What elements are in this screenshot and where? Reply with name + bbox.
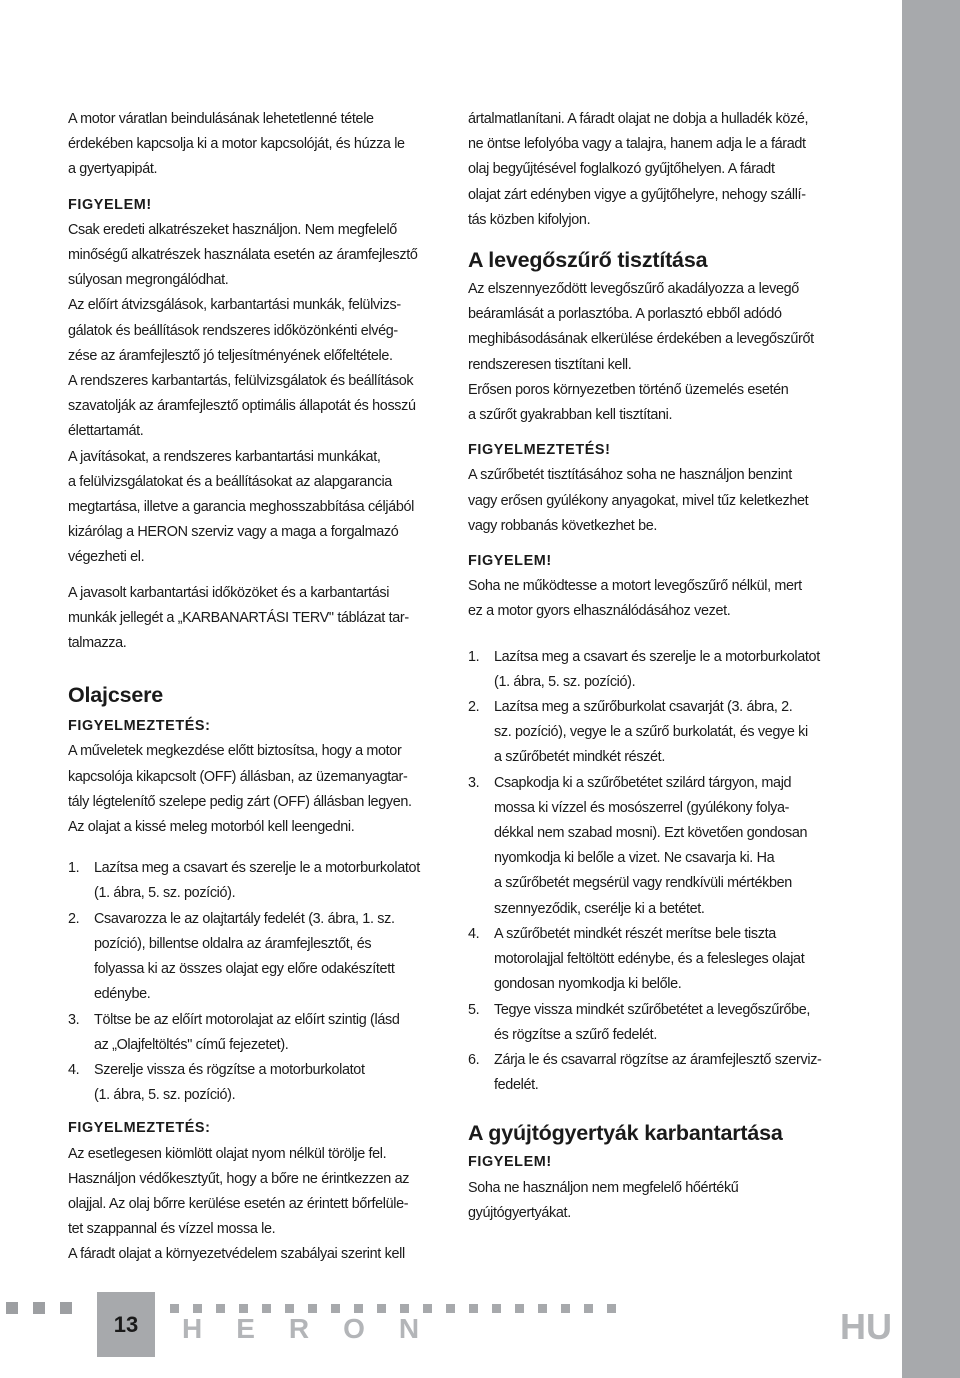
text-line: Lazítsa meg a csavart és szerelje le a motorburkolatot xyxy=(94,860,420,877)
page-number-box xyxy=(97,1292,155,1357)
text-line: tás közben kifolyjon. xyxy=(468,211,591,228)
text-line: zése az áramfejlesztő jó teljesítményének előfeltétele. xyxy=(68,347,393,364)
text-line: ártalmatlanítani. A fáradt olajat ne dobja a hulladék közé, xyxy=(468,111,809,127)
text-line: Csavarozza le az olajtartály fedelét (3. ábra, 1. sz. xyxy=(94,910,395,927)
step-text xyxy=(494,1048,846,1098)
decorative-square xyxy=(423,1304,432,1313)
step-text xyxy=(94,907,446,1008)
section-heading-olajcsere: Olajcsere xyxy=(68,683,164,708)
list-item xyxy=(68,907,446,1008)
decorative-square xyxy=(538,1304,547,1313)
decorative-square xyxy=(377,1304,386,1313)
left-column xyxy=(68,107,446,1268)
text-line: minőségű alkatrészek használata esetén az áramfejlesztő xyxy=(68,247,418,264)
text-line: Soha ne használjon nem megfelelő hőértékű xyxy=(468,1179,739,1196)
text-line: gondosan nyomkodja ki belőle. xyxy=(494,976,682,993)
text-line: Csapkodja ki a szűrőbetétet szilárd tárgyon, majd xyxy=(494,774,792,791)
decorative-square xyxy=(469,1304,478,1313)
text-line: A fáradt olajat a környezetvédelem szabályai szerint kell xyxy=(68,1246,405,1263)
list-item xyxy=(468,922,846,998)
decorative-square xyxy=(308,1304,317,1313)
paragraph xyxy=(468,574,846,624)
text-line: végezheti el. xyxy=(68,549,145,566)
text-line: A szűrőbetét mindkét részét merítse bele tiszta xyxy=(494,925,776,942)
side-bar xyxy=(902,0,960,1378)
text-line: A rendszeres karbantartás, felülvizsgálatok és beállítások xyxy=(68,373,414,390)
text-line: a felülvizsgálatokat és a beállításokat az alapgarancia xyxy=(68,473,392,490)
paragraph xyxy=(468,1176,846,1226)
text-line: szennyeződik, cserélje ki a betétet. xyxy=(494,900,705,917)
decorative-square xyxy=(331,1304,340,1313)
step-number: 1. xyxy=(68,860,80,877)
text-line: szavatolják az áramfejlesztő optimális állapotát és hosszú xyxy=(68,398,416,415)
text-line: Az elszennyeződött levegőszűrő akadályozza a levegő xyxy=(468,281,799,298)
step-number: 3. xyxy=(68,1011,80,1028)
text-line: (1. ábra, 5. sz. pozíció). xyxy=(494,673,636,690)
text-line: Az esetlegesen kiömlött olajat nyom nélkül törölje fel. xyxy=(68,1145,387,1162)
warning-heading: FIGYELEM! xyxy=(468,553,552,570)
warning-heading: FIGYELEM! xyxy=(468,1154,552,1171)
text-line: súlyosan megrongálódhat. xyxy=(68,272,229,289)
decorative-square xyxy=(285,1304,294,1313)
text-line: Tegye vissza mindkét szűrőbetétet a levegőszűrőbe, xyxy=(494,1001,811,1018)
decorative-square xyxy=(216,1304,225,1313)
text-line: a szűrőbetét mindkét részét. xyxy=(494,749,665,766)
text-line: talmazza. xyxy=(68,635,127,652)
steps-list xyxy=(468,645,846,1099)
list-item xyxy=(468,645,846,695)
text-line: munkák jellegét a „KARBANARTÁSI TERV" táblázat tar- xyxy=(68,609,409,626)
step-text xyxy=(494,771,846,922)
step-text xyxy=(494,922,846,998)
right-column xyxy=(468,107,846,1226)
text-line: a szűrőt gyakrabban kell tisztítani. xyxy=(468,407,673,424)
text-line: Az olajat a kissé meleg motorból kell leengedni. xyxy=(68,819,355,836)
paragraph xyxy=(468,463,846,539)
text-line: beáramlását a porlasztóba. A porlasztó ebből adódó xyxy=(468,306,782,323)
text-line: kapcsolója kikapcsolt (OFF) állásban, az üzemanyagtar- xyxy=(68,768,408,785)
paragraph xyxy=(468,107,846,233)
decorative-square xyxy=(60,1302,72,1314)
step-number: 5. xyxy=(468,1001,480,1018)
decorative-square xyxy=(561,1304,570,1313)
list-item xyxy=(468,695,846,771)
text-line: A szűrőbetét tisztításához soha ne használjon benzint xyxy=(468,467,792,484)
text-line: dékkal nem szabad mosni). Ezt követően gondosan xyxy=(494,825,808,842)
text-line: Lazítsa meg a csavart és szerelje le a motorburkolatot xyxy=(494,648,820,665)
text-line: mossa ki vízzel és mosószerrel (gyúlékony folya- xyxy=(494,799,790,816)
text-line: fedelét. xyxy=(494,1077,539,1094)
step-text xyxy=(94,1008,446,1058)
step-number: 2. xyxy=(468,699,480,716)
paragraph xyxy=(468,277,846,428)
text-line: gyújtógyertyákat. xyxy=(468,1204,571,1221)
page-number: 13 xyxy=(113,1312,139,1337)
list-item xyxy=(468,998,846,1048)
list-item xyxy=(468,771,846,922)
decorative-square xyxy=(492,1304,501,1313)
text-line: olajjal. Az olaj bőrre kerülése esetén az érintett bőrfelüle- xyxy=(68,1195,409,1212)
steps-list xyxy=(68,856,446,1108)
text-line: nyomkodja ki belőle a vizet. Ne csavarja ki. Ha xyxy=(494,850,775,867)
text-line: Erősen poros környezetben történő üzemelés esetén xyxy=(468,381,789,398)
step-number: 4. xyxy=(68,1061,80,1078)
text-line: A javításokat, a rendszeres karbantartási munkákat, xyxy=(68,448,381,465)
step-text xyxy=(94,1058,446,1108)
text-line: pozíció), billentse oldalra az áramfejlesztőt, és xyxy=(94,935,372,952)
text-line: sz. pozíció), vegye le a szűrő burkolatát, és vegye ki xyxy=(494,724,808,741)
paragraph xyxy=(68,218,446,294)
decorative-square xyxy=(515,1304,524,1313)
text-line: tet szappannal és vízzel mossa le. xyxy=(68,1221,276,1238)
decorative-square xyxy=(193,1304,202,1313)
text-line: olaj begyűjtésével foglalkozó gyűjtőhelyen. A fáradt xyxy=(468,161,775,178)
paragraph xyxy=(68,369,446,445)
text-line: a szűrőbetét megsérül vagy rendkívüli mértékben xyxy=(494,875,792,892)
step-text xyxy=(94,856,446,906)
brand-logo: HERON xyxy=(182,1313,454,1344)
text-line: gálatok és beállítások rendszeres időközönkénti elvég- xyxy=(68,322,398,339)
text-line: Használjon védőkesztyűt, hogy a bőre ne érintkezzen az xyxy=(68,1170,410,1187)
step-number: 6. xyxy=(468,1051,480,1068)
decorative-square xyxy=(400,1304,409,1313)
paragraph xyxy=(68,293,446,369)
text-line: edénybe. xyxy=(94,986,151,1003)
step-number: 4. xyxy=(468,925,480,942)
step-number: 1. xyxy=(468,648,480,665)
decorative-square xyxy=(262,1304,271,1313)
text-line: Töltse be az előírt motorolajat az előírt szintig (lásd xyxy=(94,1011,400,1028)
text-line: és rögzítse a szűrő fedelét. xyxy=(494,1026,657,1043)
decorative-square xyxy=(584,1304,593,1313)
text-line: A javasolt karbantartási időközöket és a karbantartási xyxy=(68,584,390,601)
section-heading-spark-plugs: A gyújtógyertyák karbantartása xyxy=(468,1121,783,1146)
list-item xyxy=(68,1058,446,1108)
paragraph xyxy=(68,1142,446,1268)
paragraph xyxy=(68,581,446,657)
step-text xyxy=(494,998,846,1048)
warning-heading: FIGYELMEZTETÉS! xyxy=(468,442,611,459)
text-line: A műveletek megkezdése előtt biztosítsa, hogy a motor xyxy=(68,743,402,760)
decorative-square xyxy=(6,1302,18,1314)
text-line: élettartamát. xyxy=(68,423,144,440)
text-line: (1. ábra, 5. sz. pozíció). xyxy=(94,885,236,902)
list-item xyxy=(68,1008,446,1058)
text-line: (1. ábra, 5. sz. pozíció). xyxy=(94,1087,236,1104)
text-line: Zárja le és csavarral rögzítse az áramfejlesztő szerviz- xyxy=(494,1051,822,1068)
step-number: 3. xyxy=(468,774,480,791)
text-line: folyassa ki az összes olajat egy előre odakészített xyxy=(94,961,395,978)
text-line: érdekében kapcsolja ki a motor kapcsolóját, és húzza le xyxy=(68,136,405,153)
paragraph xyxy=(68,107,446,183)
text-line: rendszeresen tisztítani kell. xyxy=(468,356,632,373)
text-line: Csak eredeti alkatrészeket használjon. Nem megfelelő xyxy=(68,221,397,238)
text-line: meghibásodásának elkerülése érdekében a levegőszűrőt xyxy=(468,331,814,348)
text-line: ez a motor gyors elhasználódásához vezet. xyxy=(468,603,731,620)
list-item xyxy=(68,856,446,906)
text-line: Az előírt átvizsgálások, karbantartási munkák, felülvizs- xyxy=(68,297,401,314)
step-text xyxy=(494,645,846,695)
text-line: vagy robbanás következhet be. xyxy=(468,517,658,534)
paragraph xyxy=(68,739,446,840)
step-text xyxy=(494,695,846,771)
text-line: Soha ne működtesse a motort levegőszűrő nélkül, mert xyxy=(468,578,802,595)
language-code: HU xyxy=(840,1306,892,1347)
list-item xyxy=(468,1048,846,1098)
decorative-square xyxy=(607,1304,616,1313)
section-heading-air-filter: A levegőszűrő tisztítása xyxy=(468,248,708,273)
decorative-square xyxy=(446,1304,455,1313)
text-line: tály légtelenítő szelepe pedig zárt (OFF) állásban legyen. xyxy=(68,793,412,810)
decorative-square xyxy=(354,1304,363,1313)
step-number: 2. xyxy=(68,910,80,927)
text-line: megtartása, illetve a garancia meghosszabbítása céljából xyxy=(68,499,414,516)
text-line: Lazítsa meg a szűrőburkolat csavarját (3. ábra, 2. xyxy=(494,699,793,716)
text-line: motorolajjal feltöltött edénybe, és a felesleges olajat xyxy=(494,951,805,968)
warning-heading: FIGYELEM! xyxy=(68,196,152,213)
decorative-square xyxy=(33,1302,45,1314)
text-line: ne öntse lefolyóba vagy a talajra, hanem adja le a fáradt xyxy=(468,136,806,153)
warning-heading: FIGYELMEZTETÉS: xyxy=(68,718,211,735)
text-line: a gyertyapipát. xyxy=(68,161,158,178)
paragraph xyxy=(68,445,446,571)
text-line: olajat zárt edényben vigye a gyűjtőhelyre, nehogy szállí- xyxy=(468,186,806,203)
text-line: A motor váratlan beindulásának lehetetlenné tétele xyxy=(68,111,374,127)
text-line: vagy erősen gyúlékony anyagokat, mivel tűz keletkezhet xyxy=(468,492,809,509)
text-line: Szerelje vissza és rögzítse a motorburkolatot xyxy=(94,1061,365,1078)
decorative-square xyxy=(170,1304,179,1313)
decorative-square xyxy=(239,1304,248,1313)
text-line: az „Olajfeltöltés" című fejezetet). xyxy=(94,1036,289,1053)
warning-heading: FIGYELMEZTETÉS: xyxy=(68,1120,211,1137)
text-line: kizárólag a HERON szerviz vagy a maga a forgalmazó xyxy=(68,524,399,541)
